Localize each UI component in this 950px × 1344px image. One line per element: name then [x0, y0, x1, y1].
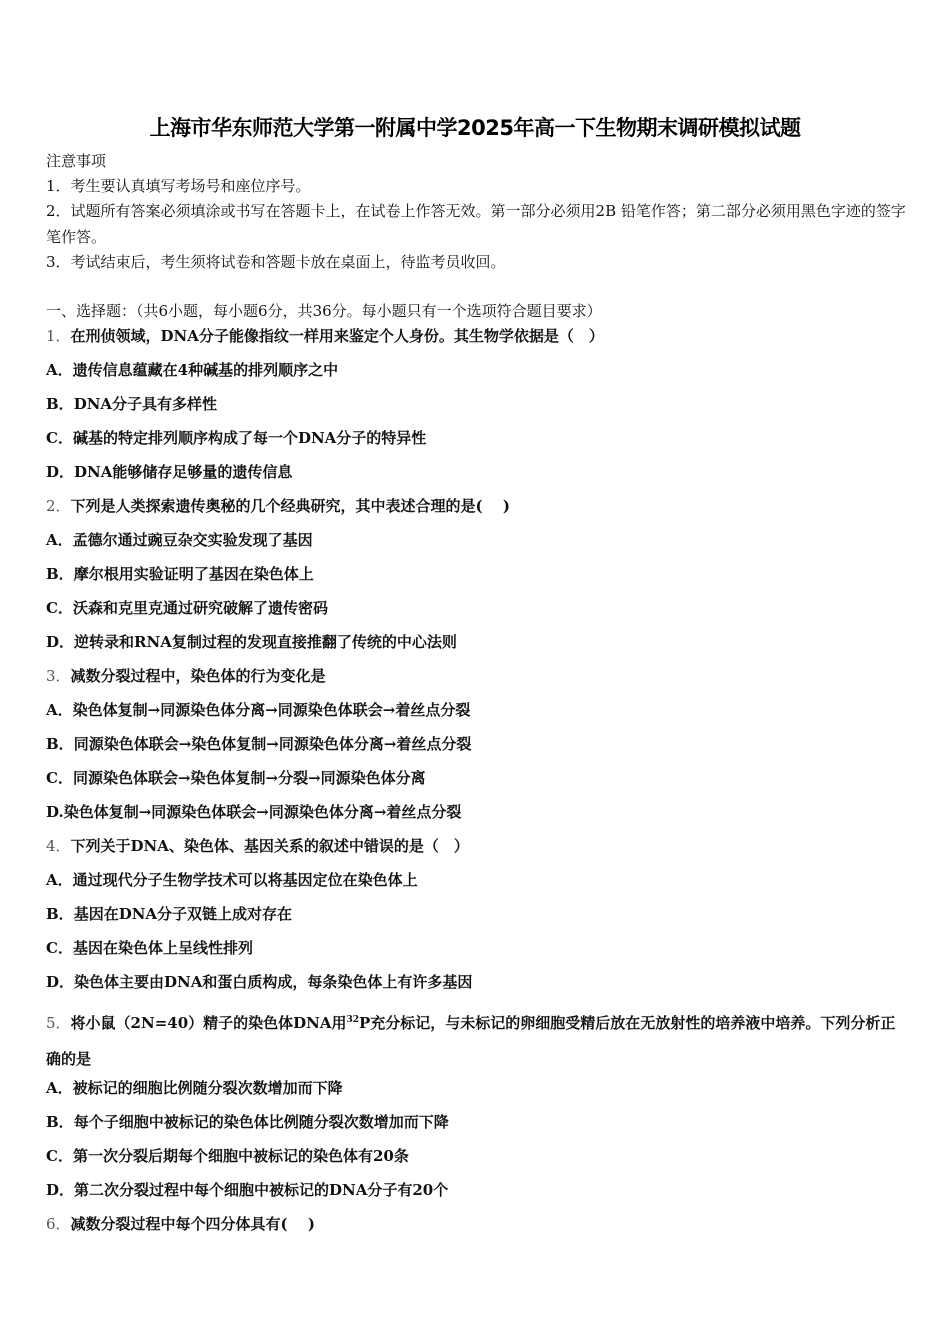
answer-option[interactable] [46, 801, 461, 823]
option-letter: C． [46, 939, 73, 957]
question-stem [46, 835, 469, 857]
question-number: 6． [46, 1215, 71, 1233]
option-letter: B． [46, 565, 74, 583]
option-letter: D． [46, 1181, 75, 1199]
notice-item: 2．试题所有答案必须填涂或书写在答题卡上，在试卷上作答无效。第一部分必须用2B 铅笔作答；第二部分必须用黑色字迹的签字笔作答。 [46, 202, 906, 246]
answer-option[interactable] [46, 937, 253, 959]
question-number: 5． [46, 1014, 71, 1032]
option-text: 碱基的特定排列顺序构成了每一个DNA分子的特异性 [72, 429, 427, 447]
answer-option[interactable] [46, 903, 292, 925]
option-letter: C． [46, 429, 73, 447]
answer-option[interactable] [46, 1179, 448, 1201]
answer-option[interactable] [46, 733, 471, 755]
answer-option[interactable] [46, 529, 313, 551]
question-text: P充分标记，与未标记的卵细胞受精后放在无放射性的培养液中培养。下列分析正确的是 [46, 1014, 896, 1068]
question-stem [46, 1005, 908, 1077]
answer-option[interactable] [46, 1077, 343, 1099]
answer-option[interactable] [46, 427, 426, 449]
option-letter: D. [46, 803, 64, 821]
question-number: 4． [46, 837, 71, 855]
option-text: 第一次分裂后期每个细胞中被标记的染色体有20条 [72, 1147, 409, 1165]
option-text: DNA分子具有多样性 [73, 395, 218, 413]
answer-option[interactable] [46, 1111, 449, 1133]
question-text: 下列是人类探索遗传奥秘的几个经典研究，其中表述合理的是( ) [70, 497, 510, 515]
option-text: DNA能够储存足够量的遗传信息 [74, 463, 293, 481]
option-letter: C． [46, 1147, 73, 1165]
option-letter: B． [46, 905, 74, 923]
answer-option[interactable] [46, 699, 470, 721]
answer-option[interactable] [46, 869, 418, 891]
answer-option[interactable] [46, 597, 328, 619]
question-text: 减数分裂过程中每个四分体具有( ) [70, 1215, 315, 1233]
option-letter: C． [46, 769, 73, 787]
option-text: 基因在染色体上呈线性排列 [72, 939, 253, 957]
answer-option[interactable] [46, 971, 472, 993]
exam-title: 上海市华东师范大学第一附属中学2025年高一下生物期末调研模拟试题 [149, 116, 801, 140]
option-text: 逆转录和RNA复制过程的发现直接推翻了传统的中心法则 [74, 633, 457, 651]
option-letter: A． [46, 1079, 73, 1097]
option-letter: A． [46, 701, 73, 719]
answer-option[interactable] [46, 359, 338, 381]
option-text: 同源染色体联会→染色体复制→同源染色体分离→着丝点分裂 [73, 735, 472, 753]
notice-item: 3．考试结束后，考生须将试卷和答题卡放在桌面上，待监考员收回。 [46, 253, 506, 271]
answer-option[interactable] [46, 563, 314, 585]
question-text: 在刑侦领域，DNA分子能像指纹一样用来鉴定个人身份。其生物学依据是（ ） [70, 327, 604, 345]
option-text: 染色体复制→同源染色体分离→同源染色体联会→着丝点分裂 [72, 701, 471, 719]
question-stem [46, 665, 326, 687]
question-text: 减数分裂过程中，染色体的行为变化是 [70, 667, 326, 685]
option-text: 摩尔根用实验证明了基因在染色体上 [73, 565, 314, 583]
option-letter: B． [46, 1113, 74, 1131]
answer-option[interactable] [46, 393, 217, 415]
answer-option[interactable] [46, 1145, 409, 1167]
option-letter: A． [46, 361, 73, 379]
option-letter: B． [46, 395, 74, 413]
option-letter: D． [46, 633, 75, 651]
option-text: 每个子细胞中被标记的染色体比例随分裂次数增加而下降 [73, 1113, 449, 1131]
section-heading: 一、选择题：（共6小题，每小题6分，共36分。每小题只有一个选项符合题目要求） [46, 302, 602, 320]
notice-item: 1．考生要认真填写考场号和座位序号。 [46, 177, 311, 195]
option-text: 通过现代分子生物学技术可以将基因定位在染色体上 [72, 871, 418, 889]
answer-option[interactable] [46, 461, 292, 483]
option-text: 孟德尔通过豌豆杂交实验发现了基因 [72, 531, 313, 549]
answer-option[interactable] [46, 631, 457, 653]
question-text: 下列关于DNA、染色体、基因关系的叙述中错误的是（ ） [70, 837, 469, 855]
question-number: 1． [46, 327, 71, 345]
option-text: 第二次分裂过程中每个细胞中被标记的DNA分子有20个 [74, 1181, 449, 1199]
option-text: 染色体主要由DNA和蛋白质构成，每条染色体上有许多基因 [74, 973, 473, 991]
option-letter: C． [46, 599, 73, 617]
question-text: 将小鼠（2N=40）精子的染色体DNA用 [70, 1014, 347, 1032]
option-text: 基因在DNA分子双链上成对存在 [73, 905, 293, 923]
notice-heading: 注意事项 [46, 152, 107, 170]
option-letter: A． [46, 531, 73, 549]
option-text: 遗传信息蕴藏在4种碱基的排列顺序之中 [72, 361, 339, 379]
isotope-superscript: 32 [346, 1015, 360, 1025]
option-text: 同源染色体联会→染色体复制→分裂→同源染色体分离 [72, 769, 426, 787]
option-text: 被标记的细胞比例随分裂次数增加而下降 [72, 1079, 343, 1097]
option-letter: A． [46, 871, 73, 889]
option-letter: B． [46, 735, 74, 753]
question-number: 2． [46, 497, 71, 515]
option-text: 染色体复制→同源染色体联会→同源染色体分离→着丝点分裂 [63, 803, 462, 821]
question-stem [46, 325, 604, 347]
option-text: 沃森和克里克通过研究破解了遗传密码 [72, 599, 328, 617]
option-letter: D． [46, 463, 75, 481]
question-stem [46, 1213, 315, 1235]
question-number: 3． [46, 667, 71, 685]
question-stem [46, 495, 510, 517]
option-letter: D． [46, 973, 75, 991]
answer-option[interactable] [46, 767, 426, 789]
